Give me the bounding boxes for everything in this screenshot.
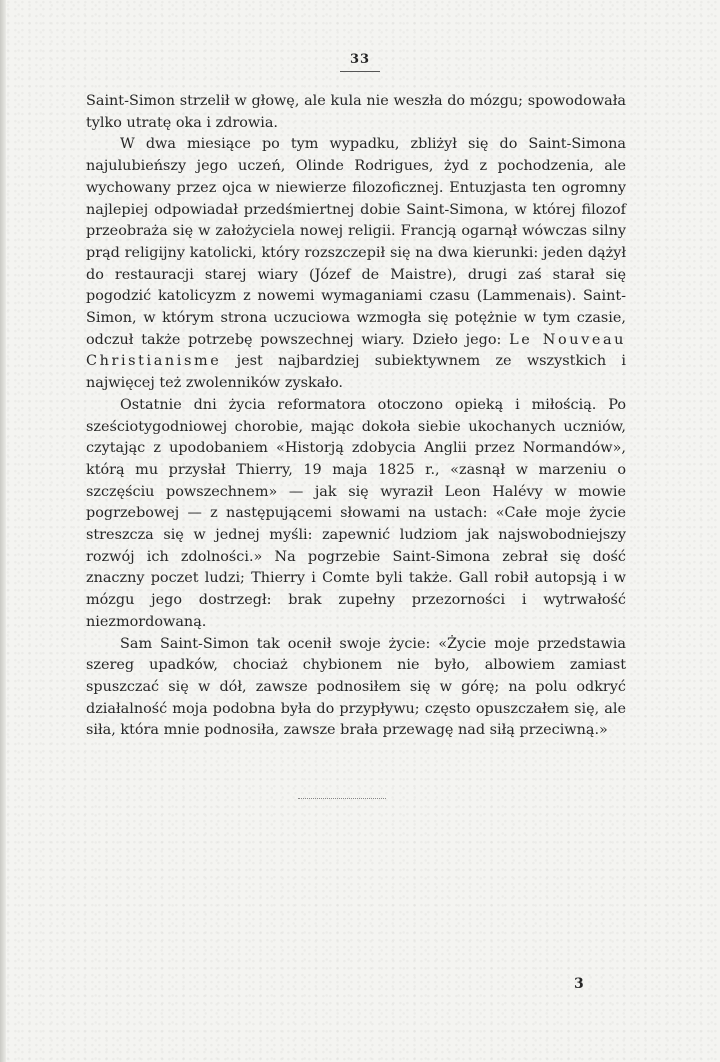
closing-rule — [298, 798, 386, 799]
book-title: Le Nouveau Christianisme — [86, 331, 626, 370]
paragraph-1: Saint-Simon strzelił w głowę, ale kula nie weszła do mózgu; spowodowała tylko utratę oka i zdrowia. — [86, 93, 626, 131]
paragraph-2-part-a: W dwa miesiące po tym wypadku, zbliżył się do Saint-Simona najulubieńszy jego uczeń, Olinde Rodrigues, żyd z pochodzenia, ale wychowany przez ojca w niewierze filozoficznej. Entuzjasta ten ogromny najlepiej odpowiadał przedśmiertnej dobie Saint-Simona, w której filozof przeobraża się w założyciela nowej religii. Francją ogarnął wówczas silny prąd religijny katolicki, który rozszczepił się na dwa kierunki: jeden dążył do restauracji starej wiary (Józef de Maistre), drugi zaś starał się pogodzić katolicyzm z nowemi wymaganiami czasu (Lammenais). Saint-Simon, w którym strona uczuciowa wzmogła się potężnie w tym czasie, odczuł także potrzebę powszechnej wiary. Dzieło jego: — [86, 136, 626, 348]
paragraph-2 — [86, 134, 626, 394]
page-number-rule — [340, 71, 380, 72]
body-text — [86, 91, 626, 742]
page-left-edge — [0, 0, 6, 1062]
paragraph-4: Sam Saint-Simon tak ocenił swoje życie: «Życie moje przedstawia szereg upadków, chociaż chybionem nie było, albowiem zamiast spuszczać się w dół, zawsze podnosiłem się w górę; na polu odkryć działalność moja podobna była do przypływu; często opuszczałem się, ale siła, która mnie podnosiła, zawsze brała przewagę nad siłą przeciwną.» — [86, 635, 626, 739]
signature-mark: 3 — [574, 976, 584, 992]
page-number: 33 — [349, 52, 371, 67]
paragraph-3: Ostatnie dni życia reformatora otoczono opieką i miłością. Po sześciotygodniowej chorobie, mając dokoła siebie ukochanych uczniów, czytając z upodobaniem «Historją zdobycia Anglii przez Normandów», którą mu przysłał Thierry, 19 maja 1825 r., «zasnął w marzeniu o szczęściu powszechnem» — jak się wyraził Leon Halévy w mowie pogrzebowej — z następującemi słowami na ustach: «Całe moje życie streszcza się w jednej myśli: zapewnić ludziom jak najswobodniejszy rozwój ich zdolności.» Na pogrzebie Saint-Simona zebrał się dość znaczny poczet ludzi; Thierry i Comte byli także. Gall robił autopsją i w mózgu jego dostrzegł: brak zupełny przezorności i wytrwałość niezmordowaną. — [86, 396, 626, 630]
paragraph-2-part-b: jest najbardziej subiektywnem ze wszystkich i najwięcej też zwolenników zyskało. — [86, 353, 626, 392]
